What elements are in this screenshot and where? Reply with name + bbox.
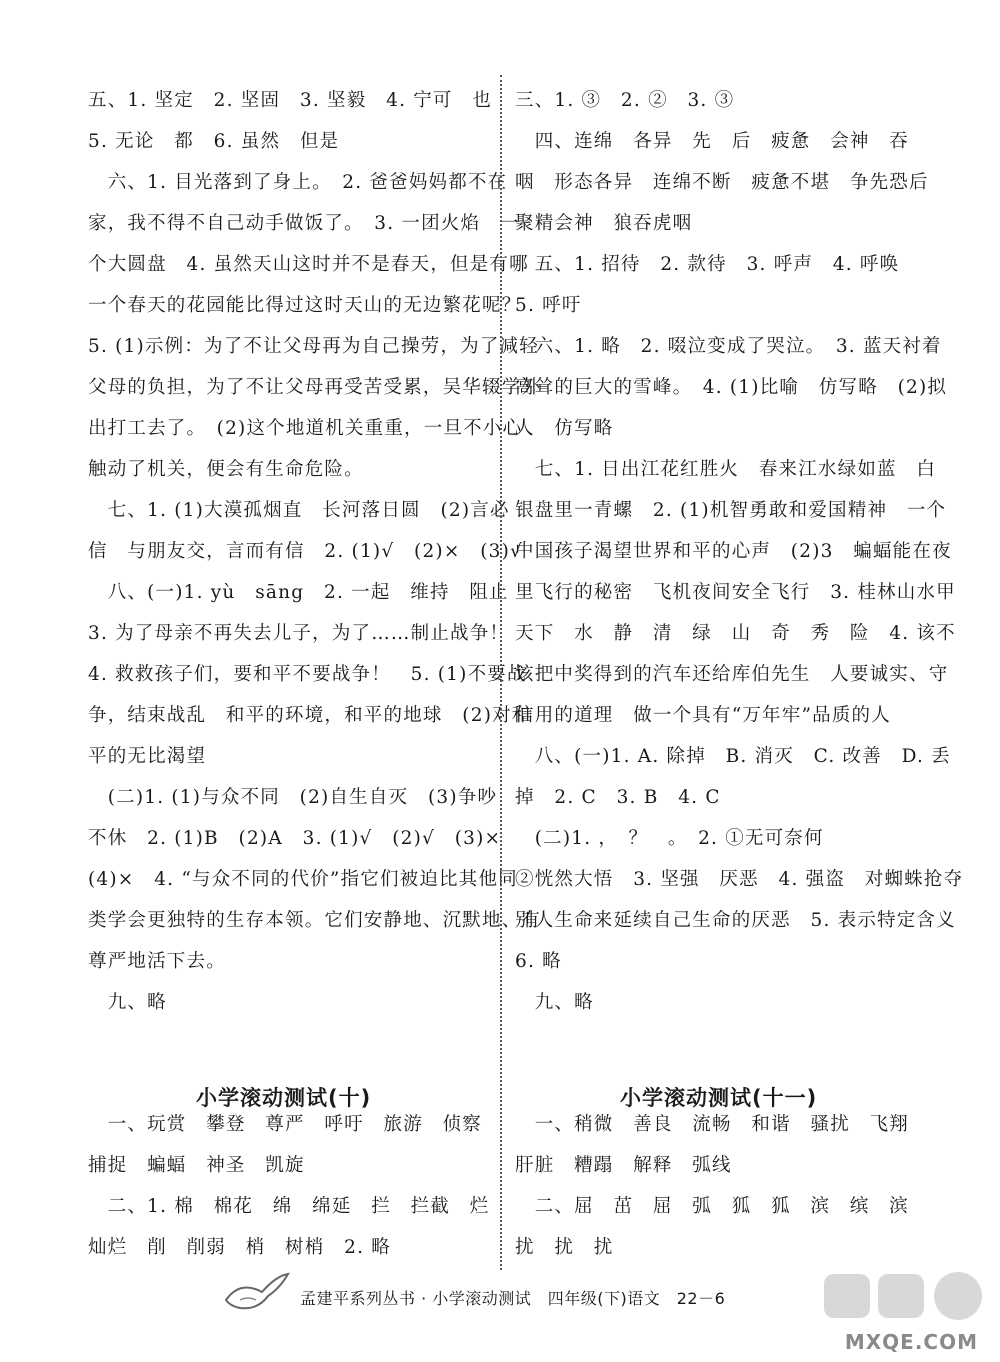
answer-line: 天下 水 静 清 绿 山 奇 秀 险 4. 该不 — [515, 623, 956, 644]
answer-line: 扰 扰 扰 — [515, 1237, 614, 1258]
answer-line: (二)1. (1)与众不同 (2)自生自灭 (3)争吵 — [88, 787, 498, 808]
answer-line: 信用的道理 做一个具有“万年牢”品质的人 — [515, 705, 891, 726]
answer-line: 触动了机关，便会有生命危险。 — [88, 459, 364, 480]
answer-line: 类学会更独特的生存本领。它们安静地、沉默地、有 — [88, 910, 542, 931]
answer-line: 二、1. 棉 棉花 绵 绵延 拦 拦截 烂 — [88, 1196, 490, 1217]
answer-line: 家，我不得不自己动手做饭了。 3. 一团火焰 一 — [88, 213, 520, 234]
answer-line: 聚精会神 狼吞虎咽 — [515, 213, 693, 234]
section-title-test-10: 小学滚动测试(十) — [196, 1086, 372, 1110]
answer-line: 银盘里一青螺 2. (1)机智勇敢和爱国精神 一个 — [515, 500, 947, 521]
answer-line: 六、1. 略 2. 啜泣变成了哭泣。 3. 蓝天衬着 — [515, 336, 942, 357]
answer-line: 该把中奖得到的汽车还给库伯先生 人要诚实、守 — [515, 664, 949, 685]
answer-line: (二)1. ， ？ 。 2. ①无可奈何 — [515, 828, 824, 849]
answer-line: 5. 无论 都 6. 虽然 但是 — [88, 131, 340, 152]
watermark-logo — [820, 1268, 990, 1358]
answer-line: 个大圆盘 4. 虽然天山这时并不是春天，但是有哪 — [88, 254, 529, 275]
answer-line: 5. (1)示例：为了不让父母再为自己操劳，为了减轻 — [88, 336, 539, 357]
answer-line: 里飞行的秘密 飞机夜间安全飞行 3. 桂林山水甲 — [515, 582, 956, 603]
answer-line: 八、(一)1. A. 除掉 B. 消灭 C. 改善 D. 丢 — [515, 746, 951, 767]
answer-line: 咽 形态各异 连绵不断 疲惫不堪 争先恐后 — [515, 172, 929, 193]
answer-line: 三、1. ③ 2. ② 3. ③ — [515, 90, 735, 111]
right-test-11-answers — [515, 1104, 917, 1268]
watermark-text: MXQE.COM — [844, 1330, 978, 1354]
answer-line: 高耸的巨大的雪峰。 4. (1)比喻 仿写略 (2)拟 — [515, 377, 948, 398]
answer-line: 不休 2. (1)B (2)A 3. (1)√ (2)√ (3)× — [88, 828, 502, 849]
section-title-test-11: 小学滚动测试(十一) — [620, 1086, 818, 1110]
answer-line: (4)× 4. “与众不同的代价”指它们被迫比其他同 — [88, 869, 518, 890]
answer-line: 肝脏 糟蹋 解释 弧线 — [515, 1155, 732, 1176]
answer-line: 信 与朋友交，言而有信 2. (1)√ (2)× (3)√ — [88, 541, 524, 562]
answer-line: 九、略 — [88, 992, 167, 1013]
answer-line: 一、稍微 善良 流畅 和谐 骚扰 飞翔 — [515, 1114, 910, 1135]
answer-line: 五、1. 招待 2. 款待 3. 呼声 4. 呼唤 — [515, 254, 900, 275]
answer-line: 一、玩赏 攀登 尊严 呼吁 旅游 侦察 — [88, 1114, 483, 1135]
column-divider — [500, 75, 502, 1270]
answer-line: 3. 为了母亲不再失去儿子，为了……制止战争！ — [88, 623, 510, 644]
answer-line: 平的无比渴望 — [88, 746, 207, 767]
answer-line: 七、1. (1)大漠孤烟直 长河落日圆 (2)言必 — [88, 500, 510, 521]
answer-line: 五、1. 坚定 2. 坚固 3. 坚毅 4. 宁可 也 — [88, 90, 493, 111]
answer-line: ②恍然大悟 3. 坚强 厌恶 4. 强盗 对蜘蛛抢夺 — [515, 869, 964, 890]
answer-line: 父母的负担，为了不让父母再受苦受累，吴华辍学外 — [88, 377, 542, 398]
answer-line: 七、1. 日出江花红胜火 春来江水绿如蓝 白 — [515, 459, 937, 480]
answer-line: 中国孩子渴望世界和平的心声 (2)3 蝙蝠能在夜 — [515, 541, 952, 562]
answer-line: 4. 救救孩子们，要和平不要战争！ 5. (1)不要战 — [88, 664, 527, 685]
answer-line: 尊严地活下去。 — [88, 951, 226, 972]
answer-line: 八、(一)1. yù sāng 2. 一起 维持 阻止 — [88, 582, 509, 603]
answer-line: 5. 呼吁 — [515, 295, 582, 316]
answer-line: 灿烂 削 削弱 梢 树梢 2. 略 — [88, 1237, 391, 1258]
answer-line: 别人生命来延续自己生命的厌恶 5. 表示特定含义 — [515, 910, 956, 931]
page-footer: 孟建平系列丛书 · 小学滚动测试 四年级(下)语文 22－6 — [300, 1289, 726, 1308]
answer-line: 九、略 — [515, 992, 594, 1013]
answer-line: 争，结束战乱 和平的环境，和平的地球 (2)对和 — [88, 705, 532, 726]
answer-line: 六、1. 目光落到了身上。 2. 爸爸妈妈都不在 — [88, 172, 508, 193]
answer-line: 掉 2. C 3. B 4. C — [515, 787, 721, 808]
answer-line: 出打工去了。 (2)这个地道机关重重，一旦不小心 — [88, 418, 523, 439]
answer-line: 四、连绵 各异 先 后 疲惫 会神 吞 — [515, 131, 910, 152]
bird-logo-icon — [222, 1270, 292, 1316]
answer-line: 捕捉 蝙蝠 神圣 凯旋 — [88, 1155, 305, 1176]
right-answer-column — [515, 80, 964, 1023]
answer-line: 人 仿写略 — [515, 418, 614, 439]
watermark-badge-icon — [820, 1268, 990, 1328]
answer-line: 一个春天的花园能比得过这时天山的无边繁花呢？ — [88, 295, 522, 316]
left-test-10-answers — [88, 1104, 490, 1268]
answer-line: 二、屈 茁 屈 弧 狐 狐 滨 缤 滨 — [515, 1196, 910, 1217]
answer-line: 6. 略 — [515, 951, 562, 972]
